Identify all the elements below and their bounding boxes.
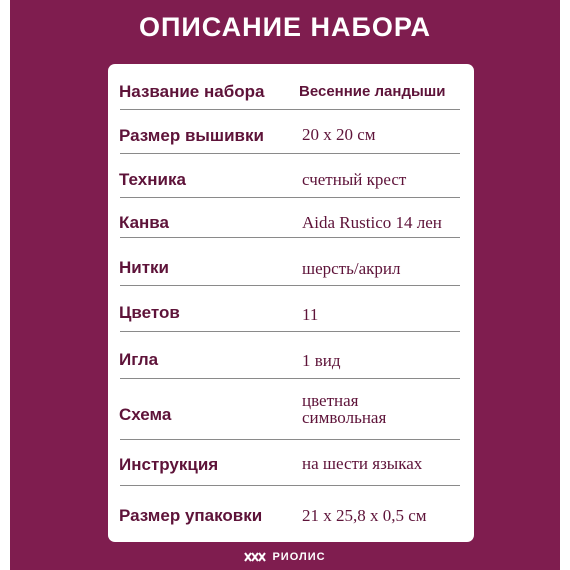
spec-card [108, 64, 474, 542]
spec-row-colors [108, 304, 474, 350]
spec-row-canvas [108, 212, 474, 258]
brand-footer [10, 548, 560, 566]
spec-row-scheme [108, 392, 474, 438]
spec-row-embroidery-size [108, 124, 474, 170]
spec-row-needle [108, 349, 474, 395]
riolis-cross-stitch-icon [244, 552, 266, 562]
spec-value: 20 х 20 см [302, 125, 376, 144]
spec-row-kit-name [108, 78, 474, 124]
spec-value: на шести языках [302, 454, 423, 473]
row-divider [120, 331, 460, 332]
panel-title: ОПИСАНИЕ НАБОРА [138, 12, 432, 42]
row-divider [120, 378, 460, 379]
spec-row-threads [108, 258, 474, 304]
spec-label: Цветов [119, 303, 180, 322]
spec-label: Техника [119, 170, 186, 189]
row-divider [120, 439, 460, 440]
spec-label: Игла [119, 350, 159, 369]
row-divider [120, 109, 460, 110]
spec-label: Название набора [119, 82, 265, 101]
row-divider [120, 153, 460, 154]
row-divider [120, 237, 460, 238]
row-divider [120, 197, 460, 198]
spec-row-instructions [108, 454, 474, 500]
spec-label: Канва [119, 213, 169, 232]
spec-value: 1 вид [302, 351, 341, 370]
spec-value: шерсть/акрил [302, 259, 401, 278]
spec-row-package-size [108, 506, 474, 552]
spec-label: Схема [119, 405, 172, 424]
spec-label: Размер вышивки [119, 126, 264, 145]
spec-value: Весенние ландыши [299, 83, 446, 100]
row-divider [120, 285, 460, 286]
product-info-panel [10, 0, 560, 570]
spec-label: Нитки [119, 258, 170, 277]
row-divider [120, 485, 460, 486]
spec-value: счетный крест [302, 170, 407, 189]
spec-label: Размер упаковки [119, 506, 263, 525]
spec-value: Aida Rustico 14 лен [302, 213, 442, 232]
spec-label: Инструкция [119, 455, 219, 474]
spec-row-technique [108, 168, 474, 214]
spec-value: 11 [302, 305, 319, 324]
spec-value: 21 х 25,8 х 0,5 см [302, 506, 427, 525]
spec-value: цветная символьная [302, 391, 387, 427]
brand-name: РИОЛИС [272, 551, 326, 563]
